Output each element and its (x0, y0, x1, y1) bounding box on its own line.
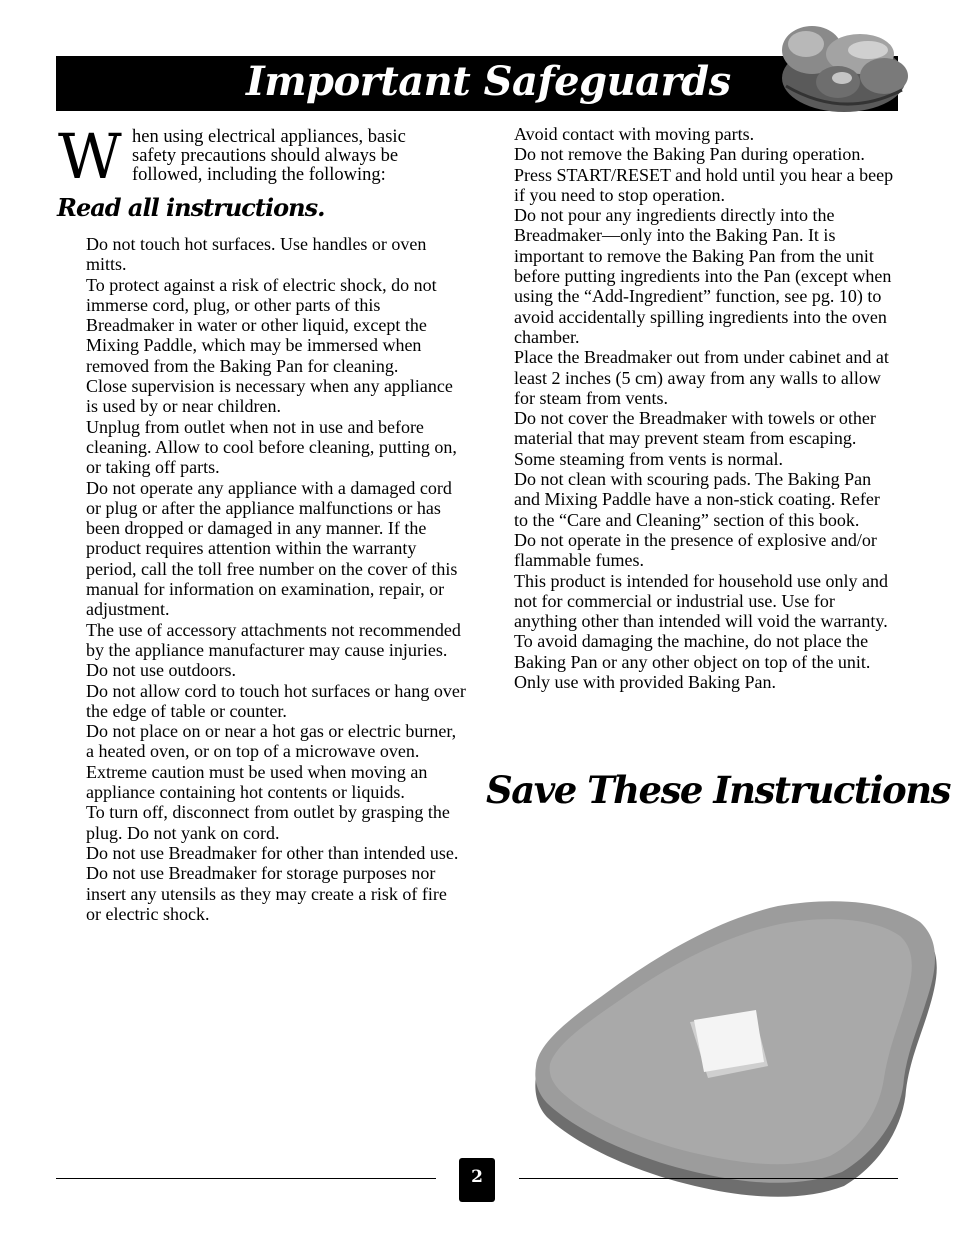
bread-basket-image (772, 20, 914, 116)
safeguard-item: Do not allow cord to touch hot surfaces or hang over the edge of table or counter. (86, 680, 466, 721)
safeguard-item: Do not operate any appliance with a damaged cord or plug or after the appliance malfunctions or has been dropped or damaged in any manner. If the product requires attention within the warranty period, call the toll free number on the cover of this manual for information on examination, repair, or adjustment. (86, 477, 458, 620)
safeguard-item: The use of accessory attachments not recommended by the appliance manufacturer may cause injuries. (86, 619, 461, 660)
safeguard-item: This product is intended for household use only and not for commercial or industrial use. Use for anything other than intended will void the warranty. (514, 570, 888, 632)
safeguard-item: Do not use Breadmaker for storage purposes nor insert any utensils as they may create a risk of fire or electric shock. (86, 863, 447, 924)
safeguard-item: Do not place on or near a hot gas or electric burner, a heated oven, or on top of a microwave oven. (86, 721, 457, 762)
safeguard-item: Extreme caution must be used when moving an appliance containing hot contents or liquids. (86, 761, 428, 803)
safeguard-item: To turn off, disconnect from outlet by grasping the plug. Do not yank on cord. (86, 802, 450, 843)
safeguard-item: To avoid damaging the machine, do not place the Baking Pan or any other object on top of the unit. (514, 631, 871, 672)
safeguard-item: Close supervision is necessary when any appliance is used by or near children. (86, 376, 453, 417)
safeguard-item: Do not cover the Breadmaker with towels or other material that may prevent steam from escaping. Some steaming from vents is normal. (514, 408, 876, 469)
footer-rule-left (56, 1178, 436, 1179)
safeguard-item: Place the Breadmaker out from under cabinet and at least 2 inches (5 cm) away from any walls to allow for steam from vents. (514, 347, 889, 408)
safeguard-item: Do not remove the Baking Pan during operation. Press START/RESET and hold until you hear a beep if you need to stop operation. (514, 144, 894, 205)
safeguard-item: Do not use Breadmaker for other than intended use. (86, 842, 459, 863)
read-all-heading: Read all instructions. (57, 193, 325, 222)
safeguards-list-right (514, 124, 898, 692)
dropcap-letter: W (58, 120, 120, 193)
page-title: Important Safeguards (246, 58, 731, 105)
safeguards-list-left (86, 234, 466, 924)
page-number-badge (459, 1158, 495, 1202)
safeguard-item: Only use with provided Baking Pan. (514, 672, 776, 693)
safeguard-item: Do not touch hot surfaces. Use handles or oven mitts. (86, 234, 427, 275)
save-instructions-heading: Save These Instructions (486, 768, 950, 812)
safeguard-item: Do not pour any ingredients directly into the Breadmaker—only into the Baking Pan. It is important to remove the Baking Pan from the unit before putting ingredients into the Pan (except when using the “Add-Ingredient” function, see pg. 10) to avoid accidentally spilling ingredients into the oven chamber. (514, 205, 892, 347)
safeguard-item: Do not operate in the presence of explosive and/or flammable fumes. (514, 529, 877, 571)
safeguard-item: Do not use outdoors. (86, 660, 236, 681)
safeguard-item: Avoid contact with moving parts. (514, 124, 755, 144)
safeguard-item: To protect against a risk of electric shock, do not immerse cord, plug, or other parts of this Breadmaker in water or other liquid, except the Mixing Paddle, which may be immersed when removed from the Baking Pan for cleaning. (86, 274, 437, 376)
intro-text: hen using electrical appliances, basic safety precautions should always be followed, including the following: (132, 127, 406, 185)
footer-rule-right (519, 1178, 898, 1179)
safeguard-item: Unplug from outlet when not in use and before cleaning. Allow to cool before cleaning, putting on, or taking off parts. (86, 416, 457, 478)
page-number: 2 (471, 1167, 483, 1187)
bread-slice-image (528, 900, 948, 1200)
safeguard-item: Do not clean with scouring pads. The Baking Pan and Mixing Paddle have a non-stick coating. Refer to the “Care and Cleaning” section of this book. (514, 469, 880, 530)
